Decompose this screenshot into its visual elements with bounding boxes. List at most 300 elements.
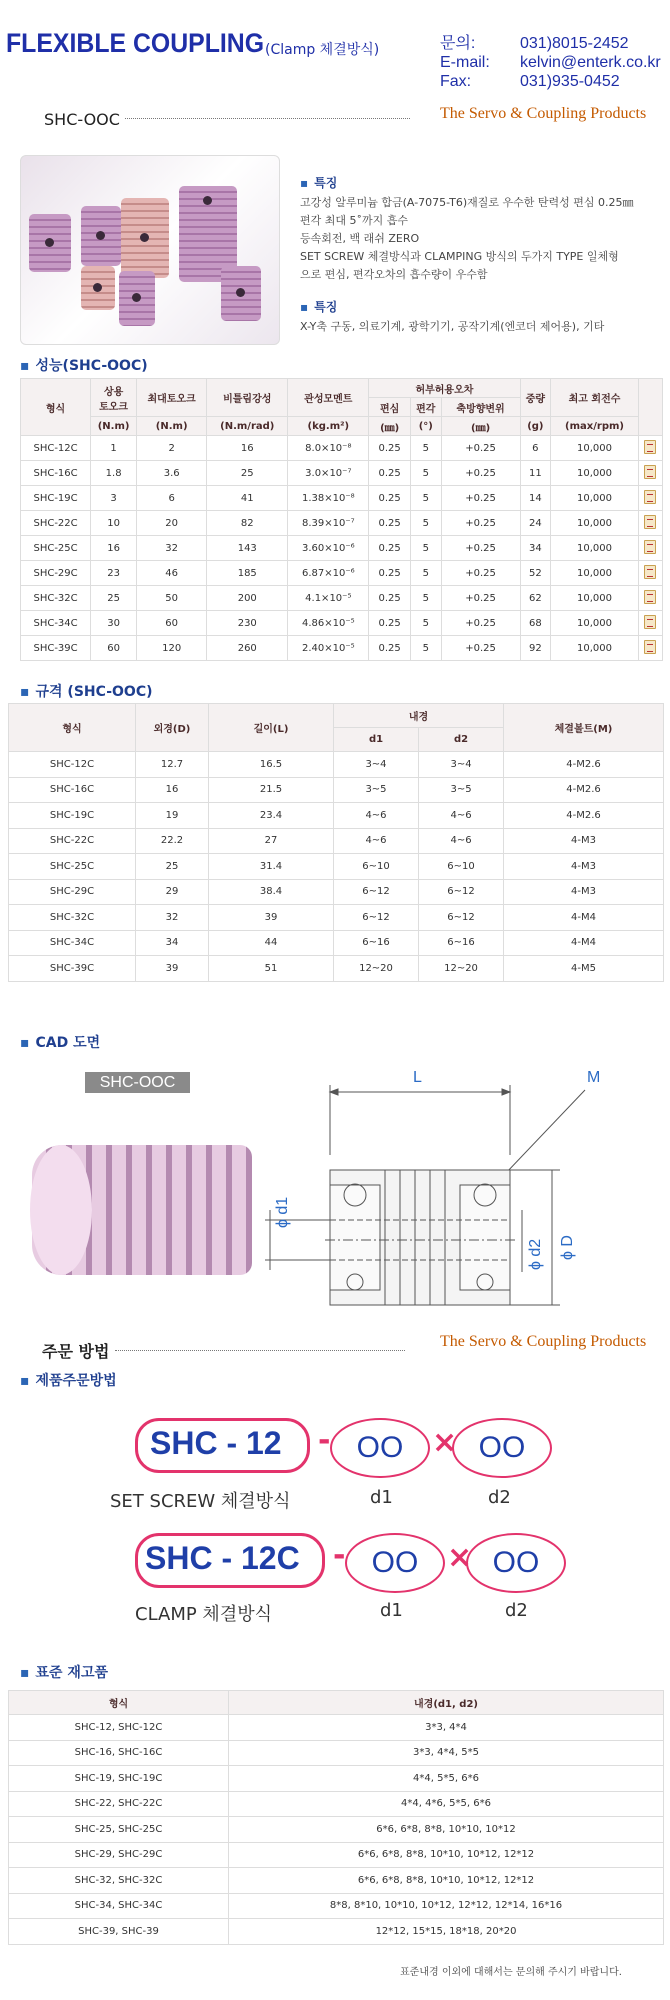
table-cell: SHC-25C: [9, 854, 136, 880]
feature-line: SET SCREW 체결방식과 CLAMPING 방식의 두가지 TYPE 일체형: [300, 250, 619, 263]
table-cell: 1.8: [91, 461, 137, 486]
unit-ang: (°): [410, 417, 441, 436]
download-cell[interactable]: [638, 436, 662, 461]
dim-label-L: L: [413, 1069, 422, 1086]
table-cell: 6~10: [334, 854, 419, 880]
table-row: [9, 752, 664, 778]
table-cell: 4~6: [419, 828, 504, 854]
spec-title: ▪ 규격 (SHC-OOC): [20, 681, 153, 701]
table-row: [9, 930, 664, 956]
table-cell: +0.25: [441, 436, 520, 461]
table-cell: SHC-29, SHC-29C: [9, 1842, 229, 1868]
order-code-setscrew: SHC - 12: [150, 1425, 282, 1461]
table-cell: 8*8, 8*10, 10*10, 10*12, 12*12, 12*14, 16*16: [229, 1893, 664, 1919]
table-cell: SHC-25C: [21, 536, 91, 561]
table-cell: 0.25: [369, 561, 411, 586]
document-icon[interactable]: [644, 465, 656, 479]
divider: [125, 118, 410, 119]
table-cell: +0.25: [441, 511, 520, 536]
table-cell: +0.25: [441, 636, 520, 661]
document-icon[interactable]: [644, 640, 656, 654]
unit-ecc: (㎜): [369, 417, 411, 436]
table-cell: SHC-22C: [9, 828, 136, 854]
table-cell: 52: [520, 561, 551, 586]
contact-email[interactable]: kelvin@enterk.co.kr: [520, 54, 661, 71]
coupling-image: [121, 198, 169, 278]
col-bore: 내경(d1, d2): [229, 1691, 664, 1715]
table-cell: 4*4, 5*5, 6*6: [229, 1766, 664, 1792]
table-cell: 4-M3: [504, 879, 664, 905]
table-cell: 23: [91, 561, 137, 586]
table-cell: 4~6: [419, 803, 504, 829]
table-cell: 12~20: [419, 956, 504, 982]
setscrew-label: SET SCREW 체결방식: [110, 1491, 291, 1512]
table-cell: SHC-25, SHC-25C: [9, 1817, 229, 1843]
dim-label-M: M: [587, 1069, 601, 1086]
unit-inertia: (kg.m²): [288, 417, 369, 436]
table-cell: 10,000: [551, 486, 639, 511]
col-torque: 상용 토오크: [91, 379, 137, 417]
coupling-image: [29, 214, 71, 272]
table-row: [9, 1893, 664, 1919]
table-cell: 60: [91, 636, 137, 661]
contact-phone[interactable]: 031)8015-2452: [520, 35, 629, 52]
table-cell: 4~6: [334, 828, 419, 854]
order-title: ▪ 제품주문방법: [20, 1370, 117, 1390]
spec-table: [8, 703, 664, 982]
table-cell: 32: [136, 905, 209, 931]
table-cell: 6~12: [419, 879, 504, 905]
table-cell: 29: [136, 879, 209, 905]
table-cell: 39: [136, 956, 209, 982]
col-d2: d2: [419, 728, 504, 752]
table-cell: SHC-12C: [21, 436, 91, 461]
table-cell: 10,000: [551, 586, 639, 611]
clamp-label: CLAMP 체결방식: [135, 1604, 272, 1625]
table-cell: 30: [91, 611, 137, 636]
table-cell: 31.4: [209, 854, 334, 880]
table-cell: 39: [209, 905, 334, 931]
col-d1: d1: [334, 728, 419, 752]
coupling-image: [81, 266, 115, 310]
page-title: FLEXIBLE COUPLING: [6, 28, 265, 58]
table-cell: +0.25: [441, 461, 520, 486]
table-cell: 6~16: [334, 930, 419, 956]
col-ecc: 편심: [369, 398, 411, 417]
table-cell: 50: [137, 586, 207, 611]
feature-line: 고강성 알루미늄 합금(A-7075-T6)재질로 우수한 탄력성 편심 0.25㎜: [300, 196, 634, 209]
feature-line: 등속회전, 백 래쉬 ZERO: [300, 232, 420, 245]
table-cell: 4-M3: [504, 828, 664, 854]
table-cell: SHC-32C: [9, 905, 136, 931]
title-subtitle: (Clamp 체결방식): [265, 42, 380, 58]
table-cell: 24: [520, 511, 551, 536]
table-cell: 4-M4: [504, 905, 664, 931]
col-model: 형식: [21, 379, 91, 436]
unit-torsion: (N.m/rad): [207, 417, 288, 436]
table-cell: 4-M2.6: [504, 777, 664, 803]
table-cell: 10,000: [551, 611, 639, 636]
table-cell: 4.1×10⁻⁵: [288, 586, 369, 611]
table-cell: 1.38×10⁻⁸: [288, 486, 369, 511]
coupling-image: [119, 271, 155, 326]
table-cell: 34: [136, 930, 209, 956]
table-row: [9, 1791, 664, 1817]
table-cell: 25: [207, 461, 288, 486]
table-cell: SHC-12C: [9, 752, 136, 778]
table-cell: 4-M2.6: [504, 752, 664, 778]
feature-line: 으로 편심, 편각오차의 흡수량이 우수함: [300, 268, 488, 281]
cad-title: ▪ CAD 도면: [20, 1032, 100, 1052]
table-cell: 2.40×10⁻⁵: [288, 636, 369, 661]
table-cell: 0.25: [369, 486, 411, 511]
table-cell: 51: [209, 956, 334, 982]
cad-model-tag: SHC-OOC: [85, 1072, 190, 1093]
table-cell: 260: [207, 636, 288, 661]
dim-label-d1: ϕ d1: [274, 1196, 291, 1228]
table-cell: 38.4: [209, 879, 334, 905]
document-icon[interactable]: [644, 590, 656, 604]
document-icon[interactable]: [644, 440, 656, 454]
table-cell: SHC-19C: [21, 486, 91, 511]
download-cell[interactable]: [638, 636, 662, 661]
table-cell: 92: [520, 636, 551, 661]
table-cell: 6~12: [334, 879, 419, 905]
table-row: [21, 486, 663, 511]
table-cell: 6*6, 6*8, 8*8, 10*10, 10*12: [229, 1817, 664, 1843]
document-icon[interactable]: [644, 565, 656, 579]
table-cell: 3*3, 4*4: [229, 1715, 664, 1741]
document-icon[interactable]: [644, 515, 656, 529]
table-cell: 1: [91, 436, 137, 461]
coupling-image: [221, 266, 261, 321]
table-cell: 4-M2.6: [504, 803, 664, 829]
table-cell: 16: [207, 436, 288, 461]
table-row: [21, 636, 663, 661]
table-cell: 12~20: [334, 956, 419, 982]
unit-axial: (㎜): [441, 417, 520, 436]
brand-tagline: The Servo & Coupling Products: [440, 105, 647, 122]
table-cell: 200: [207, 586, 288, 611]
dash-symbol: -: [318, 1423, 331, 1458]
d1-placeholder: OO: [345, 1533, 445, 1593]
table-cell: 6~10: [419, 854, 504, 880]
brand-tagline: The Servo & Coupling Products: [440, 1333, 647, 1350]
table-row: [9, 828, 664, 854]
table-cell: 12*12, 15*15, 18*18, 20*20: [229, 1919, 664, 1945]
table-cell: 3.0×10⁻⁷: [288, 461, 369, 486]
contact-phone-label: 문의:: [440, 35, 476, 52]
contact-fax[interactable]: 031)935-0452: [520, 73, 620, 90]
download-cell[interactable]: [638, 486, 662, 511]
table-cell: 16: [136, 777, 209, 803]
table-cell: SHC-34, SHC-34C: [9, 1893, 229, 1919]
col-length: 길이(L): [209, 704, 334, 752]
download-cell[interactable]: [638, 461, 662, 486]
table-cell: SHC-32C: [21, 586, 91, 611]
table-cell: 0.25: [369, 436, 411, 461]
table-cell: 2: [137, 436, 207, 461]
performance-table: [20, 378, 663, 661]
col-max-torque: 최대토오크: [137, 379, 207, 417]
table-row: [21, 586, 663, 611]
table-cell: 143: [207, 536, 288, 561]
table-cell: +0.25: [441, 561, 520, 586]
document-icon[interactable]: [644, 540, 656, 554]
table-cell: SHC-34C: [9, 930, 136, 956]
table-cell: 6: [520, 436, 551, 461]
cad-drawing: [260, 1060, 660, 1320]
table-cell: 16: [91, 536, 137, 561]
table-cell: SHC-29C: [21, 561, 91, 586]
table-cell: 5: [410, 461, 441, 486]
table-cell: 3~4: [419, 752, 504, 778]
col-bore: 내경: [334, 704, 504, 728]
table-cell: 10: [91, 511, 137, 536]
table-cell: 12.7: [136, 752, 209, 778]
feature-list: [300, 194, 634, 284]
table-cell: 4-M5: [504, 956, 664, 982]
table-cell: SHC-16, SHC-16C: [9, 1740, 229, 1766]
table-row: [21, 536, 663, 561]
table-cell: 3: [91, 486, 137, 511]
table-cell: 3~5: [419, 777, 504, 803]
performance-title: ▪ 성능(SHC-OOC): [20, 355, 148, 375]
col-spacer: [638, 379, 662, 436]
table-cell: 0.25: [369, 636, 411, 661]
table-row: [9, 879, 664, 905]
table-cell: 5: [410, 611, 441, 636]
table-cell: 11: [520, 461, 551, 486]
dash-symbol: -: [333, 1538, 346, 1573]
col-od: 외경(D): [136, 704, 209, 752]
table-cell: 6*6, 6*8, 8*8, 10*10, 10*12, 12*12: [229, 1842, 664, 1868]
table-cell: SHC-32, SHC-32C: [9, 1868, 229, 1894]
table-cell: 68: [520, 611, 551, 636]
table-row: [9, 803, 664, 829]
table-row: [21, 561, 663, 586]
table-cell: 16.5: [209, 752, 334, 778]
times-symbol: ×: [432, 1425, 458, 1460]
table-row: [9, 905, 664, 931]
d1-label: d1: [380, 1600, 403, 1621]
table-cell: SHC-19, SHC-19C: [9, 1766, 229, 1792]
feature-line: 편각 최대 5˚까지 흡수: [300, 214, 408, 227]
table-cell: 6~12: [334, 905, 419, 931]
download-cell[interactable]: [638, 511, 662, 536]
use-heading: ▪ 특징: [300, 298, 337, 315]
table-cell: 5: [410, 636, 441, 661]
table-cell: 5: [410, 586, 441, 611]
table-row: [21, 436, 663, 461]
table-cell: 3~4: [334, 752, 419, 778]
download-cell[interactable]: [638, 536, 662, 561]
table-row: [9, 777, 664, 803]
col-speed: 최고 회전수: [551, 379, 639, 417]
table-row: [9, 1842, 664, 1868]
table-cell: 4-M4: [504, 930, 664, 956]
table-cell: 5: [410, 561, 441, 586]
divider: [115, 1350, 405, 1351]
unit-torque: (N.m): [91, 417, 137, 436]
table-row: [9, 1766, 664, 1792]
table-cell: +0.25: [441, 536, 520, 561]
unit-weight: (g): [520, 417, 551, 436]
table-cell: 8.39×10⁻⁷: [288, 511, 369, 536]
d2-placeholder: OO: [452, 1418, 552, 1478]
contact-block: [440, 34, 661, 91]
table-cell: 6~16: [419, 930, 504, 956]
table-cell: 19: [136, 803, 209, 829]
unit-speed: (max/rpm): [551, 417, 639, 436]
d2-label: d2: [488, 1487, 511, 1508]
dim-label-d2: ϕ d2: [527, 1238, 544, 1270]
table-cell: 41: [207, 486, 288, 511]
table-cell: SHC-29C: [9, 879, 136, 905]
table-cell: 0.25: [369, 586, 411, 611]
table-cell: SHC-39, SHC-39: [9, 1919, 229, 1945]
stock-table: [8, 1690, 664, 1945]
table-cell: SHC-22C: [21, 511, 91, 536]
times-symbol: ×: [447, 1540, 473, 1575]
table-cell: 82: [207, 511, 288, 536]
table-cell: 3*3, 4*4, 5*5: [229, 1740, 664, 1766]
table-row: [9, 956, 664, 982]
table-cell: 230: [207, 611, 288, 636]
table-cell: 21.5: [209, 777, 334, 803]
table-cell: 10,000: [551, 561, 639, 586]
table-cell: 0.25: [369, 461, 411, 486]
table-cell: 5: [410, 436, 441, 461]
table-cell: SHC-39C: [21, 636, 91, 661]
table-row: [21, 611, 663, 636]
d1-placeholder: OO: [330, 1418, 430, 1478]
document-icon[interactable]: [644, 615, 656, 629]
table-cell: 10,000: [551, 536, 639, 561]
table-cell: 20: [137, 511, 207, 536]
table-cell: 32: [137, 536, 207, 561]
product-photo: [20, 155, 280, 345]
use-text: X-Y축 구동, 의료기계, 광학기기, 공작기계(엔코더 제어용), 기타: [300, 320, 605, 333]
table-row: [9, 1868, 664, 1894]
dim-label-D: ϕ D: [559, 1235, 576, 1260]
table-row: [9, 854, 664, 880]
table-cell: 6*6, 6*8, 8*8, 10*10, 10*12, 12*12: [229, 1868, 664, 1894]
table-cell: 4~6: [334, 803, 419, 829]
table-cell: 25: [91, 586, 137, 611]
table-cell: 0.25: [369, 536, 411, 561]
table-cell: 120: [137, 636, 207, 661]
table-cell: SHC-12, SHC-12C: [9, 1715, 229, 1741]
coupling-end-face: [30, 1145, 92, 1275]
table-cell: SHC-22, SHC-22C: [9, 1791, 229, 1817]
model-heading: SHC-OOC: [44, 110, 120, 129]
d1-label: d1: [370, 1487, 393, 1508]
table-row: [21, 461, 663, 486]
table-cell: 6.87×10⁻⁶: [288, 561, 369, 586]
table-cell: SHC-16C: [9, 777, 136, 803]
coupling-image: [81, 206, 121, 266]
table-cell: 10,000: [551, 511, 639, 536]
table-cell: 60: [137, 611, 207, 636]
table-cell: 5: [410, 536, 441, 561]
table-cell: 8.0×10⁻⁸: [288, 436, 369, 461]
d2-placeholder: OO: [466, 1533, 566, 1593]
col-torsion: 비틀림강성: [207, 379, 288, 417]
table-cell: 27: [209, 828, 334, 854]
table-cell: 3.60×10⁻⁶: [288, 536, 369, 561]
contact-email-label: E-mail:: [440, 54, 490, 71]
col-ang: 편각: [410, 398, 441, 417]
table-row: [21, 511, 663, 536]
table-row: [9, 1740, 664, 1766]
table-cell: 185: [207, 561, 288, 586]
table-cell: 46: [137, 561, 207, 586]
table-cell: 4.86×10⁻⁵: [288, 611, 369, 636]
col-model: 형식: [9, 704, 136, 752]
table-cell: 23.4: [209, 803, 334, 829]
col-bolt: 체결볼트(M): [504, 704, 664, 752]
table-row: [9, 1919, 664, 1945]
col-axial: 축방향변위: [441, 398, 520, 417]
table-cell: 0.25: [369, 611, 411, 636]
table-cell: 6: [137, 486, 207, 511]
table-cell: 5: [410, 486, 441, 511]
col-weight: 중량: [520, 379, 551, 417]
table-row: [9, 1817, 664, 1843]
table-cell: 4*4, 4*6, 5*5, 6*6: [229, 1791, 664, 1817]
table-cell: 0.25: [369, 511, 411, 536]
table-cell: 4-M3: [504, 854, 664, 880]
table-cell: SHC-34C: [21, 611, 91, 636]
col-model: 형식: [9, 1691, 229, 1715]
document-icon[interactable]: [644, 490, 656, 504]
table-cell: +0.25: [441, 611, 520, 636]
d2-label: d2: [505, 1600, 528, 1621]
table-cell: 6~12: [419, 905, 504, 931]
order-heading: 주문 방법: [42, 1342, 110, 1361]
table-cell: +0.25: [441, 486, 520, 511]
stock-footnote: 표준내경 이외에 대해서는 문의해 주시기 바랍니다.: [400, 1967, 622, 1978]
table-row: [9, 1715, 664, 1741]
table-cell: 3.6: [137, 461, 207, 486]
table-cell: 10,000: [551, 636, 639, 661]
table-cell: 22.2: [136, 828, 209, 854]
table-cell: 3~5: [334, 777, 419, 803]
col-allowance: 허부허용오차: [369, 379, 520, 398]
col-inertia: 관성모멘트: [288, 379, 369, 417]
table-cell: 62: [520, 586, 551, 611]
table-cell: 44: [209, 930, 334, 956]
unit-max-torque: (N.m): [137, 417, 207, 436]
download-cell[interactable]: [638, 586, 662, 611]
table-cell: 14: [520, 486, 551, 511]
feature-heading: ▪ 특징: [300, 174, 337, 191]
contact-fax-label: Fax:: [440, 73, 472, 90]
stock-title: ▪ 표준 재고품: [20, 1662, 108, 1682]
table-cell: 10,000: [551, 461, 639, 486]
order-code-clamp: SHC - 12C: [145, 1540, 300, 1576]
table-cell: SHC-19C: [9, 803, 136, 829]
download-cell[interactable]: [638, 611, 662, 636]
table-cell: 5: [410, 511, 441, 536]
table-cell: +0.25: [441, 586, 520, 611]
download-cell[interactable]: [638, 561, 662, 586]
table-cell: 25: [136, 854, 209, 880]
table-cell: SHC-39C: [9, 956, 136, 982]
cad-coupling-photo: [32, 1145, 252, 1275]
table-cell: 10,000: [551, 436, 639, 461]
